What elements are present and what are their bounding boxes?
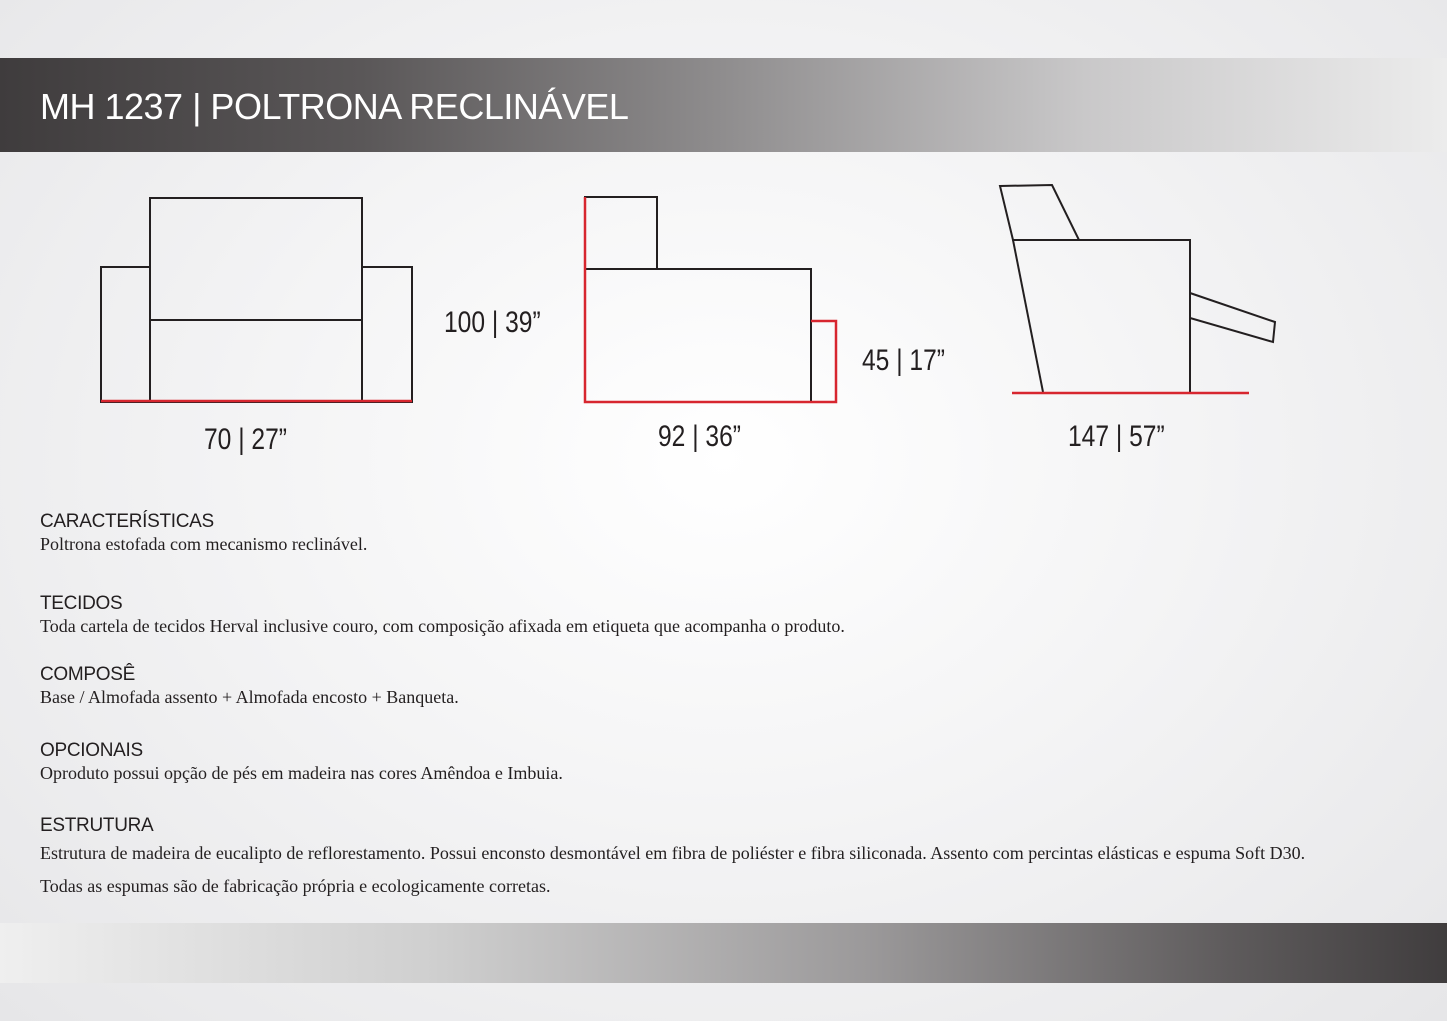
width-dimension: 70 | 27” — [204, 423, 287, 456]
section-body: Oproduto possui opção de pés em madeira nas cores Amêndoa e Imbuia. — [40, 763, 563, 783]
section-body: Estrutura de madeira de eucalipto de reflorestamento. Possui enconsto desmontável em fibra de poliéster e fibra siliconada. Assento com percintas elásticas e espuma Soft D30. Todas as espumas são de fabricação própria e ecologicamente corretas. — [40, 843, 1306, 896]
section-caracteristicas — [40, 511, 367, 555]
section-body: Toda cartela de tecidos Herval inclusive couro, com composição afixada em etiqueta que acompanha o produto. — [40, 616, 845, 636]
section-body: Base / Almofada assento + Almofada encosto + Banqueta. — [40, 687, 459, 707]
front-view-drawing — [101, 198, 412, 402]
reclined-headrest — [1000, 185, 1079, 240]
side-depth-lines — [585, 197, 836, 402]
front-right-arm — [362, 267, 412, 402]
section-title: OPCIONAIS — [40, 740, 143, 761]
section-title: ESTRUTURA — [40, 815, 154, 836]
section-body: Poltrona estofada com mecanismo reclinável. — [40, 534, 368, 554]
section-title: CARACTERÍSTICAS — [40, 511, 214, 532]
section-estrutura — [40, 815, 1310, 903]
side-footrest — [811, 321, 836, 402]
section-title: TECIDOS — [40, 593, 123, 614]
section-title: COMPOSÊ — [40, 664, 136, 685]
height-dimension: 100 | 39” — [444, 306, 541, 339]
front-seat — [150, 320, 362, 402]
side-backrest — [585, 197, 657, 269]
page-title: MH 1237 | POLTRONA RECLINÁVEL — [40, 86, 629, 127]
seat-height-dimension: 45 | 17” — [862, 344, 945, 377]
reclined-depth-dimension: 147 | 57” — [1068, 420, 1165, 453]
side-body — [585, 269, 811, 402]
reclined-back-line — [1013, 240, 1043, 392]
footer-band — [0, 923, 1447, 983]
section-opcionais — [40, 740, 563, 784]
depth-dimension: 92 | 36” — [658, 420, 741, 453]
section-tecidos — [40, 593, 845, 637]
reclined-view-drawing — [1000, 185, 1275, 392]
section-composicao — [40, 664, 459, 708]
side-view-drawing — [585, 197, 836, 402]
reclined-footrest — [1190, 293, 1275, 342]
reclined-body — [1013, 240, 1190, 392]
front-left-arm — [101, 267, 150, 402]
front-backrest — [150, 198, 362, 320]
